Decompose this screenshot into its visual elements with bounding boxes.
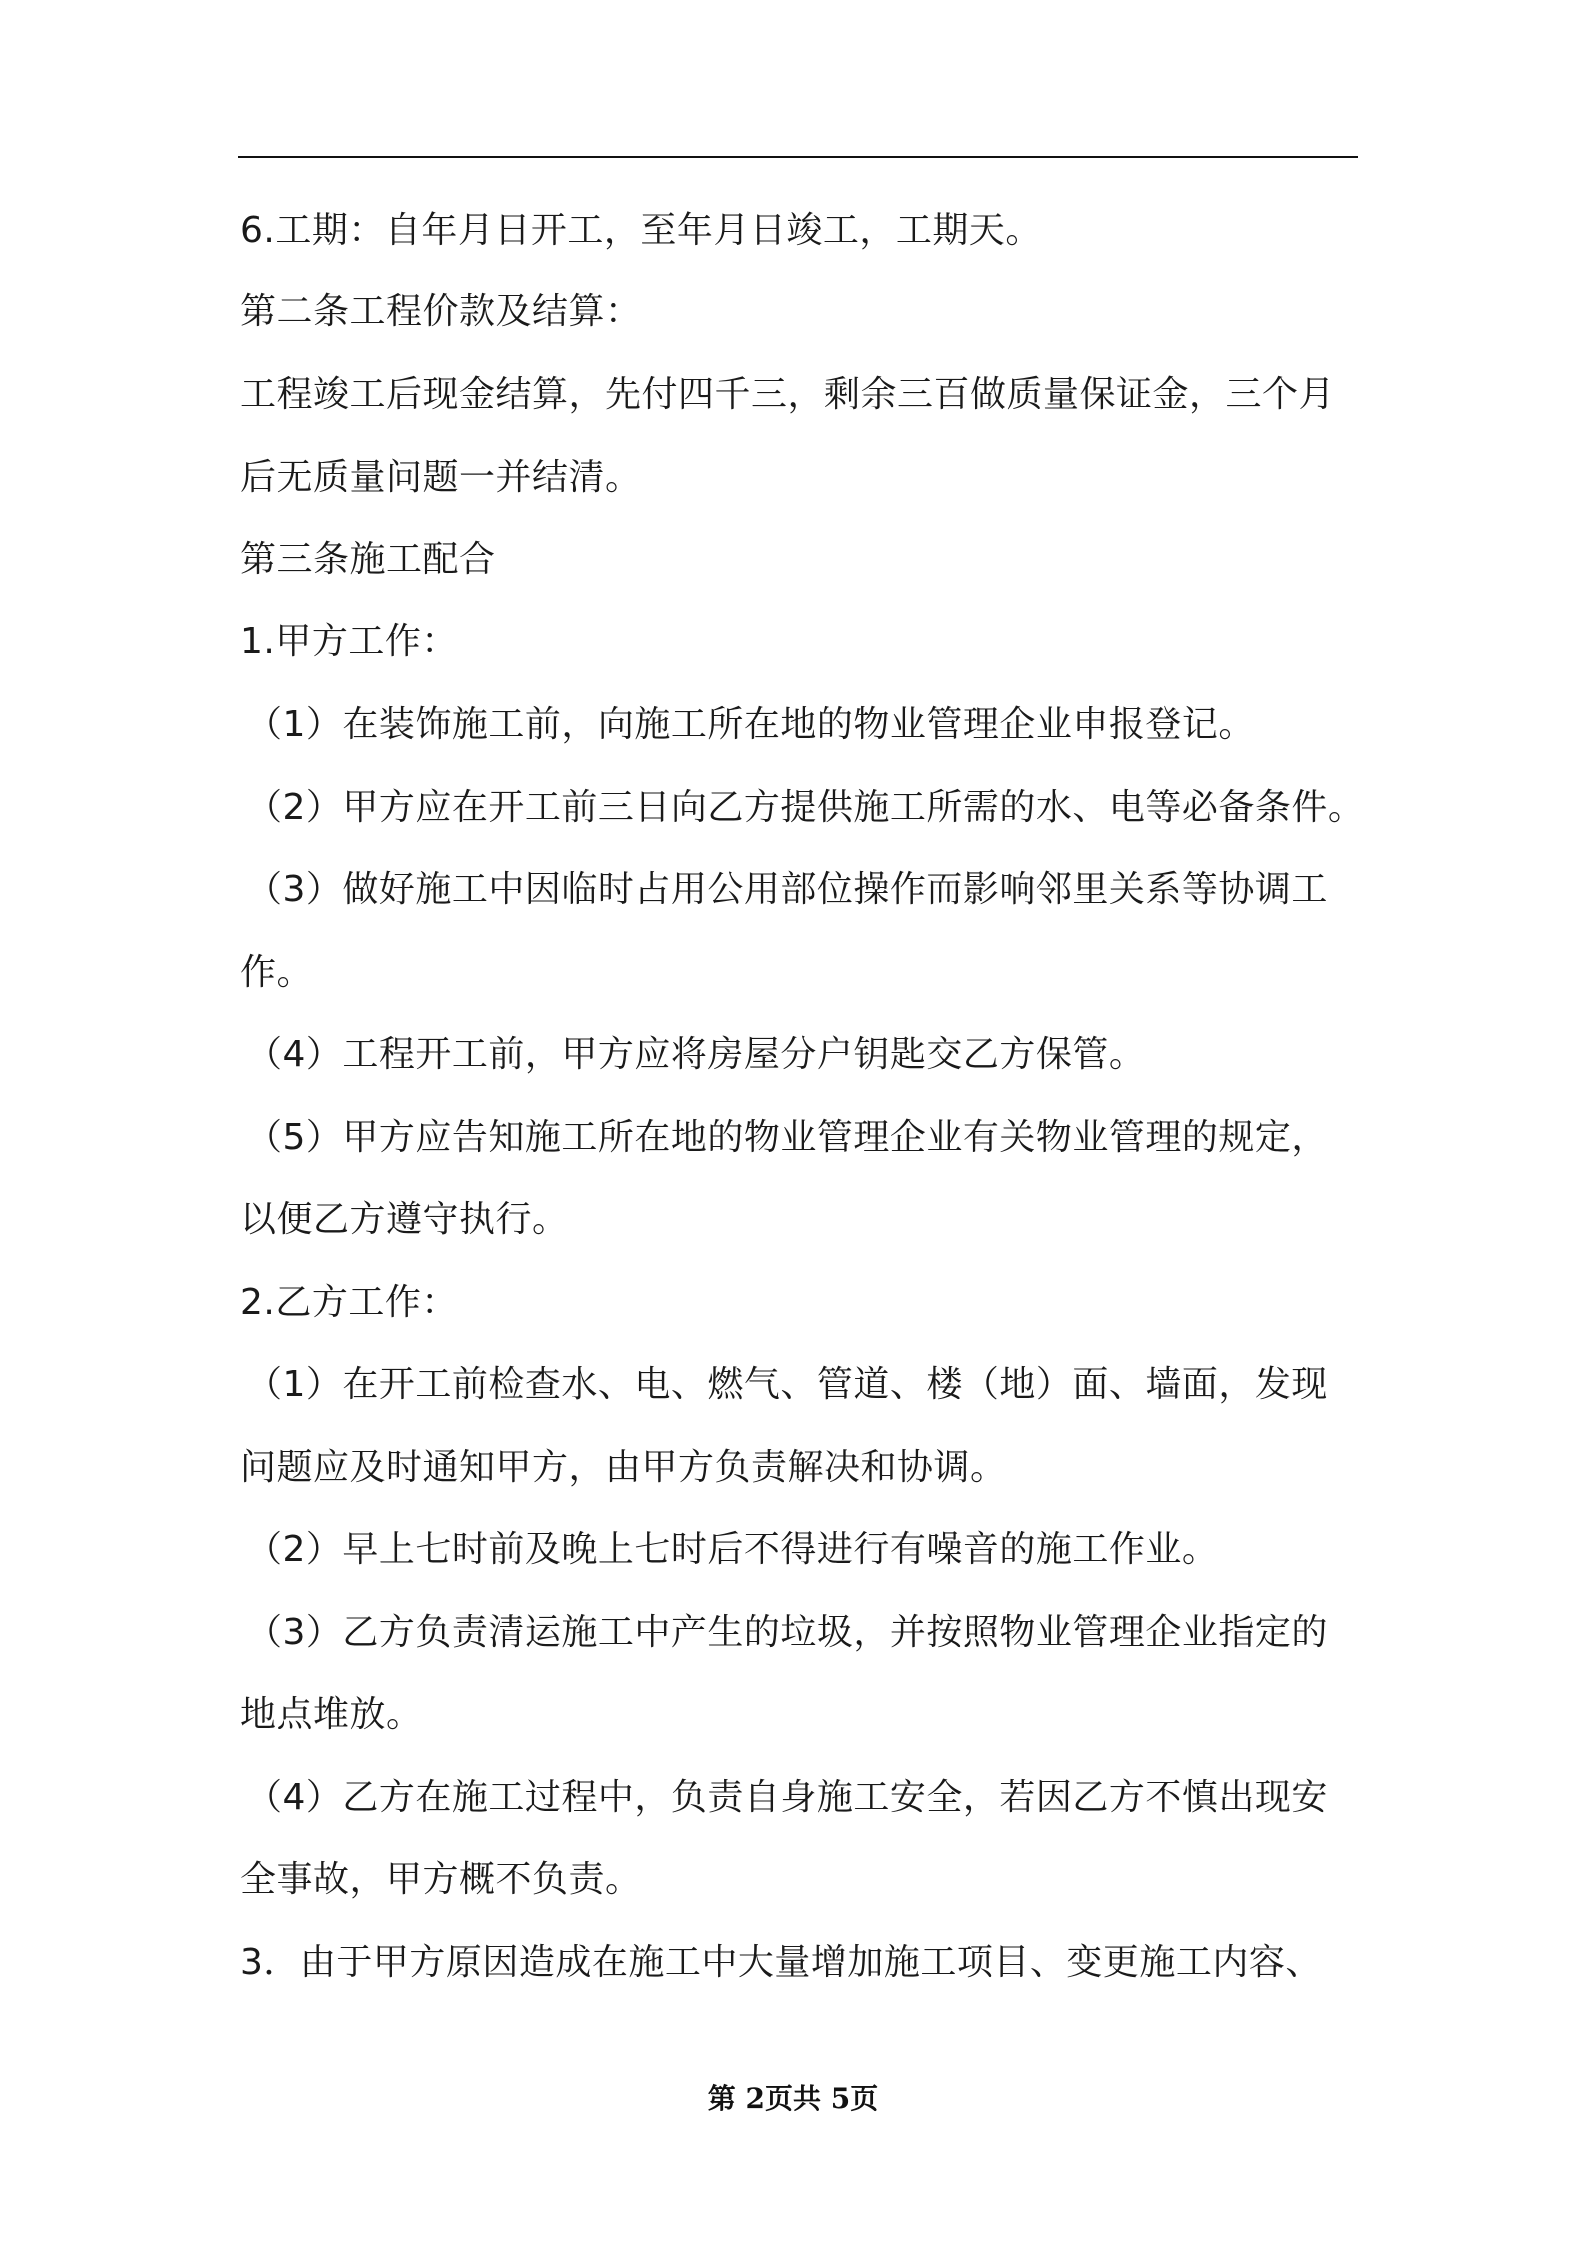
article-3-heading: 第三条施工配合: [240, 539, 496, 580]
page-number-footer: 第 2页共 5页: [707, 2082, 879, 2115]
clause-3: 3．由于甲方原因造成在施工中大量增加施工项目、变更施工内容、: [240, 1942, 1322, 1983]
list-item: （3）乙方负责清运施工中产生的垃圾，并按照物业管理企业指定的: [246, 1612, 1328, 1653]
article-2-heading: 第二条工程价款及结算：: [240, 291, 642, 332]
list-item: （4）乙方在施工过程中，负责自身施工安全，若因乙方不慎出现安: [246, 1777, 1328, 1818]
list-item: （4）工程开工前，甲方应将房屋分户钥匙交乙方保管。: [246, 1034, 1146, 1075]
paragraph-line: 工程竣工后现金结算，先付四千三，剩余三百做质量保证金，三个月: [240, 374, 1336, 415]
list-item: （1）在装饰施工前，向施工所在地的物业管理企业申报登记。: [246, 704, 1255, 745]
clause-schedule: 6.工期：自年月日开工，至年月日竣工，工期天。: [240, 210, 1042, 251]
list-item: （3）做好施工中因临时占用公用部位操作而影响邻里关系等协调工: [246, 869, 1328, 910]
party-b-heading: 2.乙方工作：: [240, 1282, 458, 1323]
header-rule: [238, 156, 1358, 158]
list-item-continuation: 作。: [240, 952, 314, 993]
list-item-continuation: 地点堆放。: [240, 1694, 423, 1735]
list-item-continuation: 问题应及时通知甲方，由甲方负责解决和协调。: [240, 1447, 1007, 1488]
party-a-heading: 1.甲方工作：: [240, 621, 458, 662]
list-item: （5）甲方应告知施工所在地的物业管理企业有关物业管理的规定，: [246, 1117, 1328, 1158]
list-item-continuation: 以便乙方遵守执行。: [240, 1199, 569, 1240]
list-item-continuation: 全事故，甲方概不负责。: [240, 1859, 642, 1900]
paragraph-line: 后无质量问题一并结清。: [240, 457, 642, 498]
list-item: （2）甲方应在开工前三日向乙方提供施工所需的水、电等必备条件。: [246, 787, 1365, 828]
list-item: （1）在开工前检查水、电、燃气、管道、楼（地）面、墙面，发现: [246, 1364, 1328, 1405]
list-item: （2）早上七时前及晚上七时后不得进行有噪音的施工作业。: [246, 1529, 1219, 1570]
